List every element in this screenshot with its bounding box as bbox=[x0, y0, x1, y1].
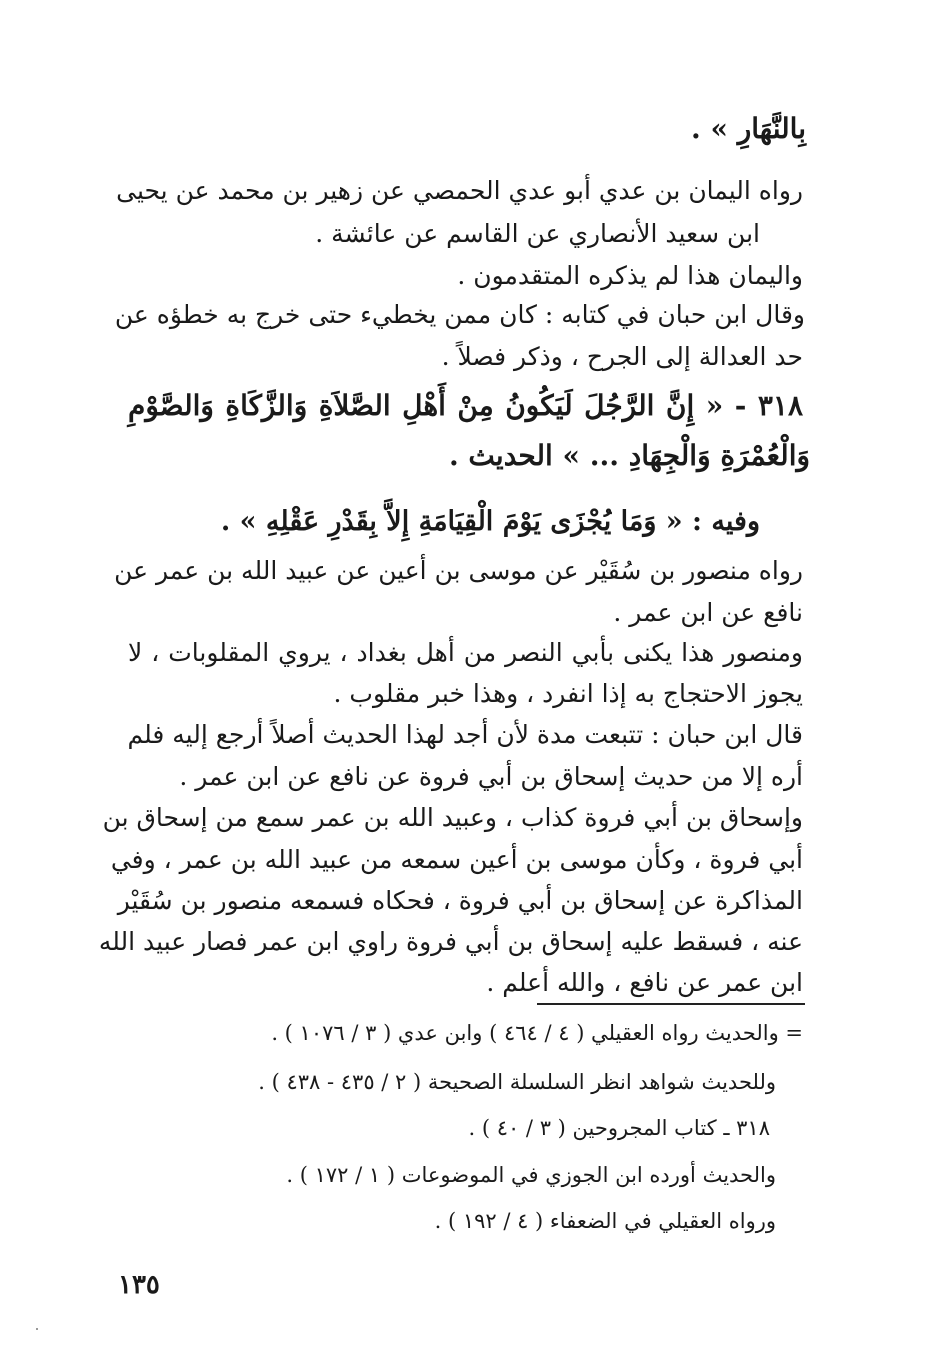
text-line-p4-1: رواه منصور بن سُقَيْر عن موسى بن أعين عن عبيد الله بن عمر عن bbox=[114, 556, 803, 585]
footnote-1: = والحديث رواه العقيلي ( ٤ / ٤٦٤ ) وابن عدي ( ٣ / ١٠٧٦ ) . bbox=[271, 1021, 803, 1045]
hadith-318-line-2: وَالْعُمْرَةِ وَالْجِهَادِ ... » الحديث . bbox=[448, 439, 810, 472]
previous-hadith-ending: بِالنَّهَارِ » . bbox=[690, 112, 806, 145]
text-line-p3-1: وقال ابن حبان في كتابه : كان ممن يخطيء حتى خرج به خطؤه عن bbox=[114, 300, 805, 329]
text-line-p1-2: ابن سعيد الأنصاري عن القاسم عن عائشة . bbox=[315, 219, 760, 248]
fihi-quote-line: وفيه : « وَمَا يُجْزَى يَوْمَ الْقِيَامَةِ إِلاَّ بِقَدْرِ عَقْلِهِ » . bbox=[220, 506, 760, 537]
text-line-p3-2: حد العدالة إلى الجرح ، وذكر فصلاً . bbox=[441, 342, 803, 371]
text-line-p7-1: وإسحاق بن أبي فروة كذاب ، وعبيد الله بن عمر سمع من إسحاق بن bbox=[102, 803, 803, 832]
footnote-2: وللحديث شواهد انظر السلسلة الصحيحة ( ٢ / ٤٣٥ - ٤٣٨ ) . bbox=[258, 1070, 776, 1094]
text-line-p2: واليمان هذا لم يذكره المتقدمون . bbox=[457, 261, 803, 290]
text-line-p5-1: ومنصور هذا يكنى بأبي النصر من أهل بغداد ، يروي المقلوبات ، لا bbox=[128, 638, 803, 667]
text-line-p4-2: نافع عن ابن عمر . bbox=[613, 598, 803, 627]
footnote-5: ورواه العقيلي في الضعفاء ( ٤ / ١٩٢ ) . bbox=[434, 1209, 776, 1233]
text-line-p7-2: أبي فروة ، وكأن موسى بن أعين سمعه من عبيد الله بن عمر ، وفي bbox=[110, 845, 803, 874]
scan-speck bbox=[36, 1328, 38, 1330]
footnote-3: ٣١٨ ـ كتاب المجروحين ( ٣ / ٤٠ ) . bbox=[468, 1116, 770, 1140]
text-line-p1-1: رواه اليمان بن عدي أبو عدي الحمصي عن زهير بن محمد عن يحيى bbox=[116, 176, 803, 205]
text-line-p7-4: عنه ، فسقط عليه إسحاق بن أبي فروة راوي ابن عمر فصار عبيد الله bbox=[98, 927, 803, 956]
text-line-p6-1: قال ابن حبان : تتبعت مدة لأن أجد لهذا الحديث أصلاً أرجع إليه فلم bbox=[127, 720, 803, 749]
text-line-p5-2: يجوز الاحتجاج به إذا انفرد ، وهذا خبر مقلوب . bbox=[333, 679, 803, 708]
hadith-318-line-1: ٣١٨ - « إِنَّ الرَّجُلَ لَيَكُونُ مِنْ أَهْلِ الصَّلاَةِ وَالزَّكَاةِ وَالصَّوْمِ bbox=[128, 389, 803, 422]
footnote-4: والحديث أورده ابن الجوزي في الموضوعات ( ١ / ١٧٢ ) . bbox=[286, 1163, 776, 1187]
text-line-p7-3: المذاكرة عن إسحاق بن أبي فروة ، فحكاه فسمعه منصور بن سُقَيْر bbox=[117, 886, 803, 915]
text-line-p7-5: ابن عمر عن نافع ، والله أعلم . bbox=[486, 968, 803, 997]
page-number: ١٣٥ bbox=[118, 1270, 160, 1300]
text-line-p6-2: أره إلا من حديث إسحاق بن أبي فروة عن نافع عن ابن عمر . bbox=[179, 762, 803, 791]
footnote-separator bbox=[537, 1003, 805, 1005]
